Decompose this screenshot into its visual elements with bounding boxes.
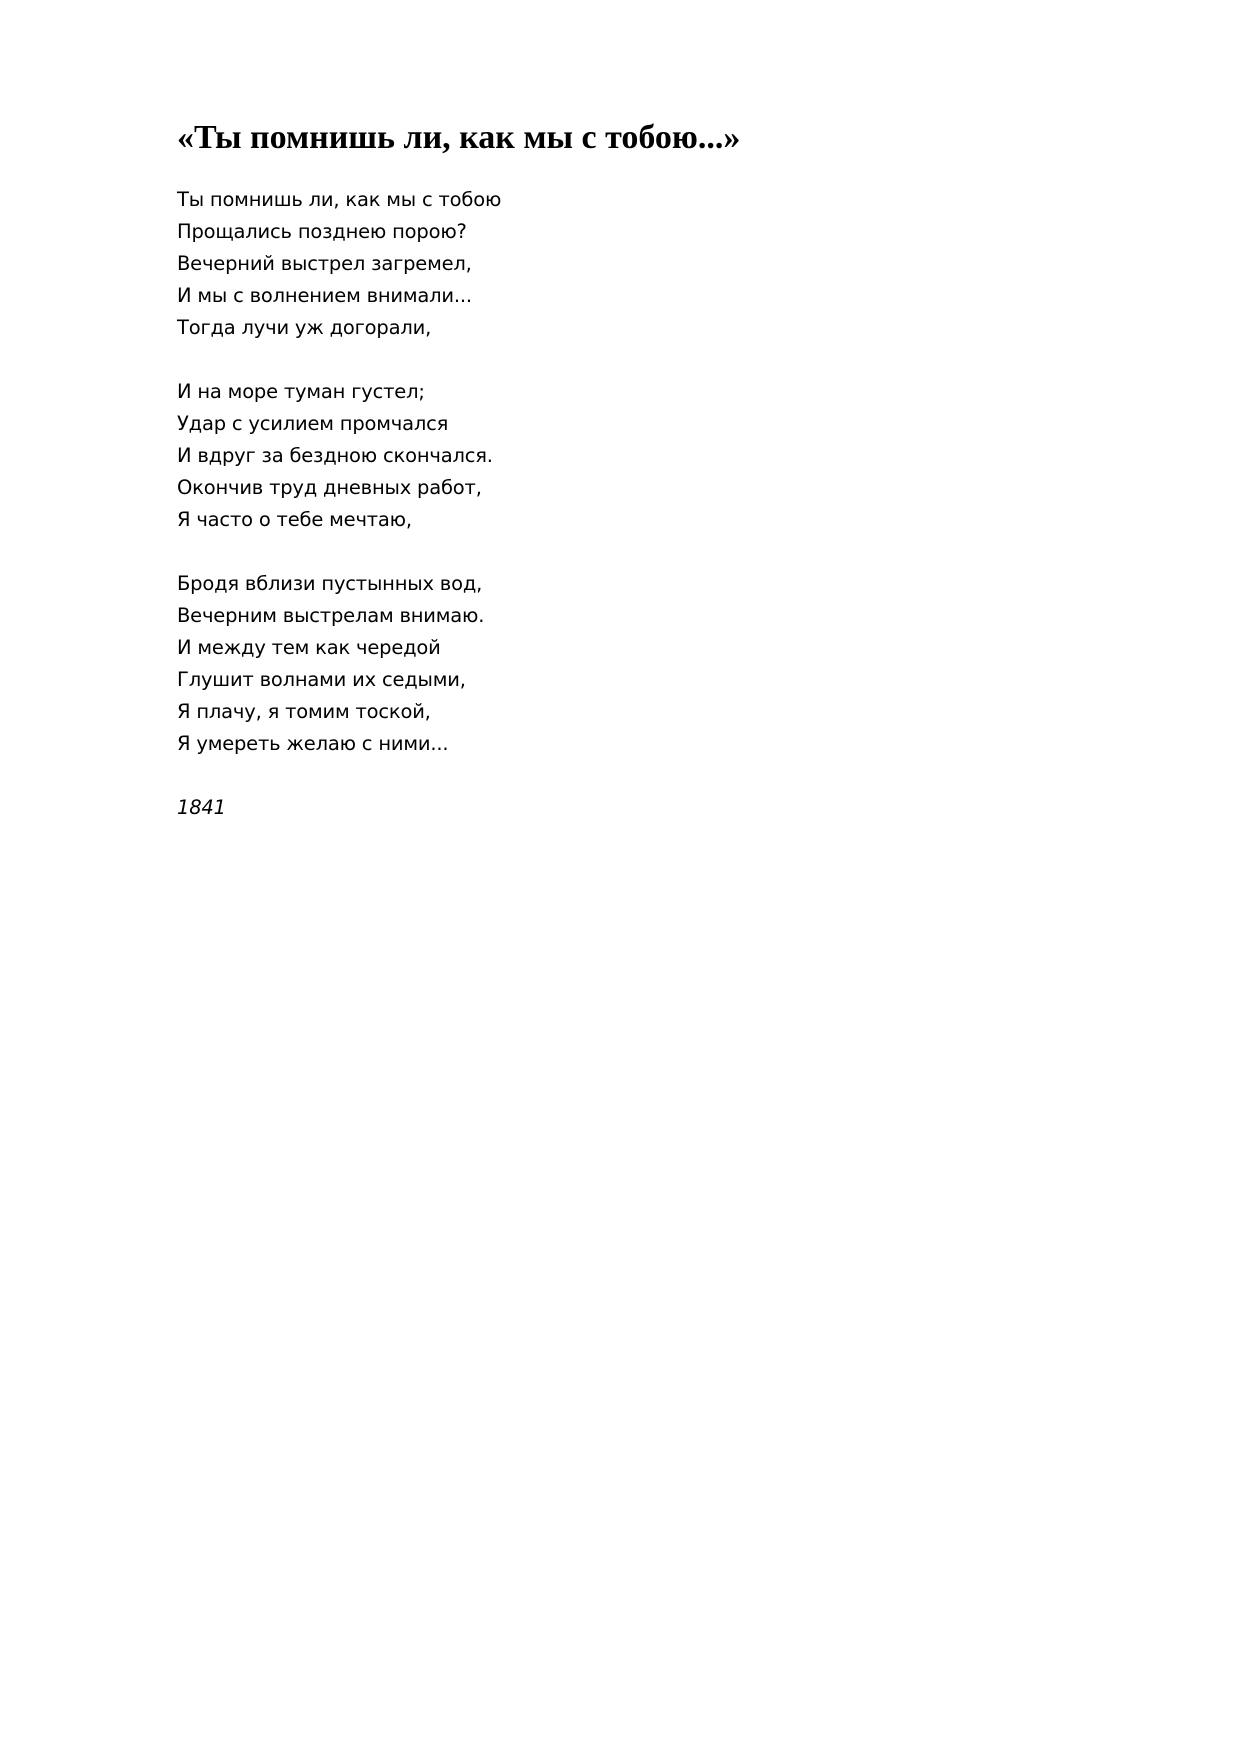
poem-line: Удар с усилием промчался [177, 412, 449, 435]
poem-line: И мы с волнением внимали... [177, 284, 472, 307]
poem-line: Я плачу, я томим тоской, [177, 700, 431, 723]
poem-line: И на море туман густел; [177, 380, 425, 403]
poem-line: Вечерним выстрелам внимаю. [177, 604, 485, 627]
stanza-1 [177, 184, 501, 344]
poem-line: Прощались позднею порою? [177, 220, 467, 243]
stanza-2 [177, 376, 501, 536]
poem-body [177, 184, 501, 824]
poem-title: «Ты помнишь ли, как мы с тобою...» [177, 119, 741, 156]
poem-line: И между тем как чередой [177, 636, 441, 659]
poem-line: Вечерний выстрел загремел, [177, 252, 472, 275]
poem-line: Окончив труд дневных работ, [177, 476, 482, 499]
poem-line: И вдруг за бездною скончался. [177, 444, 493, 467]
poem-line: Тогда лучи уж догорали, [177, 316, 432, 339]
stanza-3 [177, 568, 501, 760]
poem-line: Глушит волнами их седыми, [177, 668, 466, 691]
poem-line: Я умереть желаю с ними... [177, 732, 449, 755]
poem-date: 1841 [177, 796, 226, 819]
poem-line: Я часто о тебе мечтаю, [177, 508, 412, 531]
poem-line: Бродя вблизи пустынных вод, [177, 572, 483, 595]
poem-line: Ты помнишь ли, как мы с тобою [177, 188, 502, 211]
